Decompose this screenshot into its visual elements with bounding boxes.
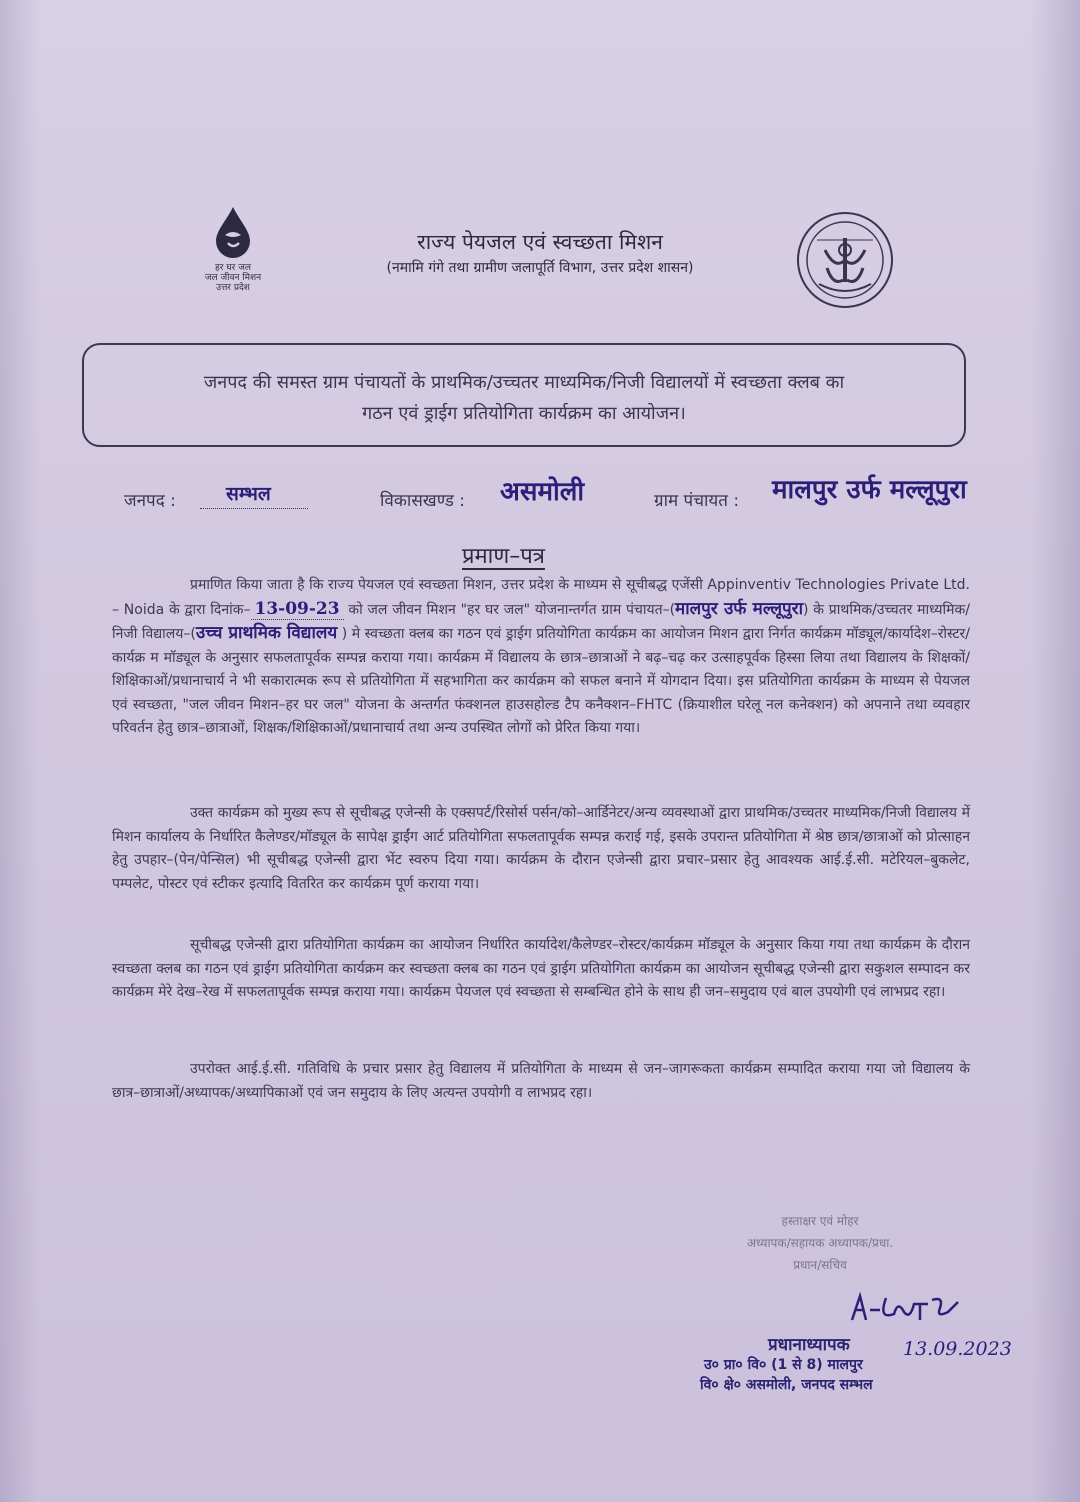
handwritten-signature (848, 1290, 968, 1330)
p1-text-c: ) के प्राथमिक/उच्चतर माध्यमिक/निजी विद्यालय–( (112, 601, 970, 642)
location-row (0, 475, 1080, 518)
certificate-paragraph-3 (112, 934, 970, 1005)
signature-scribble-icon (848, 1290, 968, 1330)
certificate-paragraph-2 (112, 802, 970, 896)
stamp-designation: प्रधानाध्यापक (768, 1335, 850, 1355)
p1-date: 13-09-23 (251, 599, 344, 620)
paper-fold-shadow (0, 0, 40, 1502)
signature-label-1: हस्ताक्षर एवं मोहर (781, 1214, 859, 1228)
gram-panchayat-label: ग्राम पंचायत : (654, 491, 740, 511)
paper-fold-shadow-right (1030, 0, 1080, 1502)
p3-text: सूचीबद्ध एजेन्सी द्वारा प्रतियोगिता कार्यक्रम का आयोजन निर्धारित कार्यादेश/कैलेण्डर–रोस्टर/कार्यक्रम मॉड्यूल के अनुसार किया गया तथा कार्यक्रम के दौरान स्वच्छता क्लब का गठन एवं ड्राईग प्रतियोगिता कार्यक्रम कर स्वच्छता क्लब का गठन एवं ड्राईग प्रतियोगिता कार्यक्रम का आयोजन सूचीबद्ध एजेन्सी द्वारा सकुशल सम्पादन कर कार्यक्रम मेरे देख–रेख में सफलतापूर्वक सम्पन्न कराया गया। कार्यक्रम पेयजल एवं स्वच्छता से सम्बन्धित होने के साथ ही जन–समुदाय एवं बाल उपयोगी एवं लाभप्रद रहा। (112, 937, 970, 1000)
p1-school: उच्च प्राथमिक विद्यालय (195, 623, 338, 643)
logo-caption-1: हर घर जल (215, 263, 251, 273)
subject-line-1: जनपद की समस्त ग्राम पंचायतों के प्राथमिक/उच्चतर माध्यमिक/निजी विद्यालयों में स्वच्छता क्लब का (203, 372, 845, 393)
signature-label-3: प्रधान/सचिव (793, 1258, 847, 1272)
signature-block (690, 1210, 950, 1276)
logo-caption-3: उत्तर प्रदेश (216, 283, 250, 293)
up-government-seal (795, 210, 895, 310)
stamp-school: उ० प्रा० वि० (1 से 8) मालपुर (704, 1357, 863, 1373)
p4-text: उपरोक्त आई.ई.सी. गतिविधि के प्रचार प्रसार हेतु विद्यालय में प्रतियोगिता के माध्यम से जन–जागरूकता कार्यक्रम सम्पादित कराया गया जो विद्यालय के छात्र–छात्राओं/अध्यापक/अध्यापिकाओं एवं जन समुदाय के लिए अत्यन्त उपयोगी व लाभप्रद रहा। (112, 1061, 970, 1101)
emblem-icon (795, 210, 895, 310)
gram-panchayat-value: मालपुर उर्फ मल्लूपुरा (772, 475, 967, 505)
subject-box (82, 343, 966, 447)
district-value: सम्भल (226, 483, 271, 505)
certificate-paragraph-1 (112, 574, 970, 741)
p1-text-d: ) मे स्वच्छता क्लब का गठन एवं ड्राईग प्रतियोगिता कार्यक्रम का आयोजन मिशन द्वारा निर्गत कार्यक्रम मॉड्यूल/कार्यादेश–रोस्टर/कार्यक्र म मॉड्यूल के अनुसार सफलतापूर्वक सम्पन्न कराया गया। कार्यक्रम में विद्यालय के छात्र–छात्राओं ने बढ़–चढ़ कर उत्साहपूर्वक हिस्सा लिया तथा विद्यालय के शिक्षकों/शिक्षिकाओं/प्रधानाचार्य ने भी सकारात्मक रूप से प्रतियोगिता में सहभागिता कर कार्यक्रम को सफल बनाने में योगदान दिया। इस प्रतियोगिता कार्यक्रम के माध्यम से पेयजल एवं स्वच्छता, "जल जीवन मिशन–हर घर जल" योजना के अन्तर्गत फंक्शनल हाउसहोल्ड टैप कनैक्शन–FHTC (क्रियाशील घरेलू नल कनेक्शन) को अपनाने तथा व्यवहार परिवर्तन हेतु छात्र–छात्राओं, शिक्षक/शिक्षिकाओं/प्रधानाचार्य तथा अन्य उपस्थित लोगों को प्रेरित किया गया। (112, 626, 971, 736)
stamp-area: वि० क्षे० असमोली, जनपद सम्भल (700, 1377, 873, 1393)
signature-date: 13.09.2023 (903, 1338, 1012, 1360)
certificate-paragraph-4 (112, 1058, 970, 1105)
signature-label-2: अध्यापक/सहायक अध्यापक/प्रधा. (746, 1236, 894, 1250)
block-label: विकासखण्ड : (380, 491, 466, 511)
p1-gram-panchayat: मालपुर उर्फ मल्लूपुरा (675, 598, 804, 619)
logo-caption-2: जल जीवन मिशन (204, 273, 262, 283)
district-underline (200, 508, 308, 509)
header-subtitle: (नमामि गंगे तथा ग्रामीण जलापूर्ति विभाग, उत्तर प्रदेश शासन) (386, 260, 694, 276)
block-value: असमोली (500, 477, 585, 507)
header-title: राज्य पेयजल एवं स्वच्छता मिशन (417, 230, 663, 254)
p1-text-a: प्रमाणित किया जाता है कि राज्य पेयजल एवं स्वच्छता मिशन, उत्तर प्रदेश के माध्यम से सूचीबद्ध एजेंसी Appinventiv Technologies Private Ltd. – Noida के द्वारा दिनांक– (112, 577, 970, 618)
p2-text: उक्त कार्यक्रम को मुख्य रूप से सूचीबद्ध एजेन्सी के एक्सपर्ट/रिसोर्स पर्सन/को–आर्डिनेटर/अन्य व्यवस्थाओं द्वारा प्राथमिक/उच्चतर माध्यमिक/निजी विद्यालय में मिशन कार्यालय के निर्धारित कैलेण्डर/मॉड्यूल के सापेक्ष ड्राईंग आर्ट प्रतियोगिता सफलतापूर्वक सम्पन्न कराई गई, इसके उपरान्त प्रतियोगिता में श्रेष्ठ छात्र/छात्राओं को प्रोत्साहन हेतु उपहार–(पेन/पेन्सिल) भी सूचीबद्ध एजेन्सी द्वारा भेंट स्वरुप दिया गया। कार्यक्रम के दौरान एजेन्सी द्वारा प्रचार–प्रसार हेतु आवश्यक आई.ई.सी. मटेरियल–बुकलेट, पम्पलेट, पोस्टर एवं स्टीकर इत्यादि वितरित कर कार्यक्रम पूर्ण कराया गया। (112, 805, 970, 892)
p1-text-b: को जल जीवन मिशन "हर घर जल" योजनान्तर्गत ग्राम पंचायत–( (348, 601, 676, 618)
district-label: जनपद : (124, 491, 176, 511)
certificate-title: प्रमाण–पत्र (462, 544, 545, 569)
subject-line-2: गठन एवं ड्राईग प्रतियोगिता कार्यक्रम का आयोजन। (362, 403, 686, 424)
